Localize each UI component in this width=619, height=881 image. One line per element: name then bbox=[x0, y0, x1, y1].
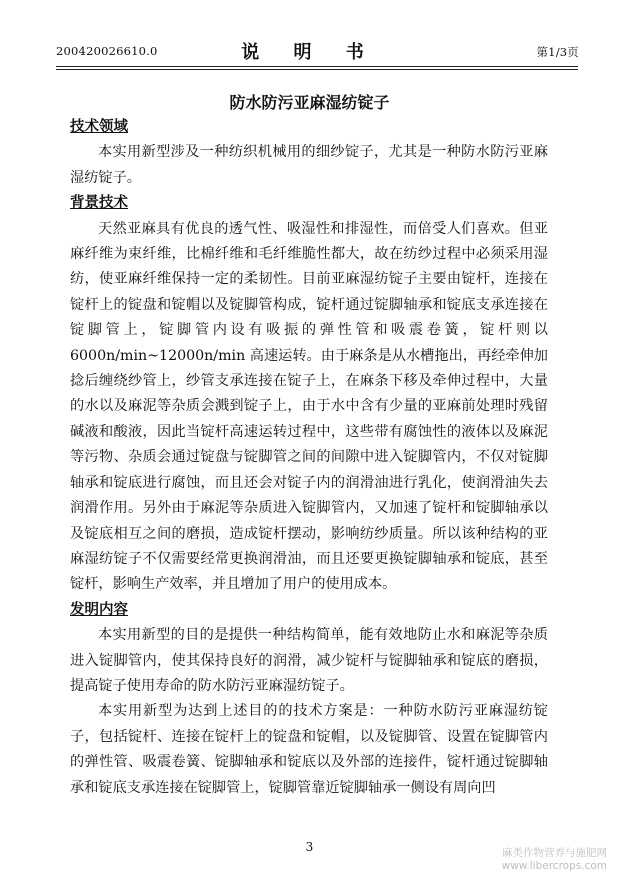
page-indicator: 第1/3页 bbox=[536, 45, 579, 59]
document-body bbox=[70, 115, 548, 801]
document-title: 防水防污亚麻湿纺锭子 bbox=[229, 93, 390, 112]
header-rule-thin bbox=[56, 66, 578, 67]
paragraph: 本实用新型为达到上述目的的技术方案是：一种防水防污亚麻湿纺锭子，包括锭杆、连接在锭杆上的锭盘和锭帽，以及锭脚管、设置在锭脚管内的弹性管、吸震卷簧、锭脚轴承和锭底以及外部的连接件，锭杆通过锭脚轴承和锭底支承连接在锭脚管上，锭脚管靠近锭脚轴承一侧设有周向凹 bbox=[70, 703, 548, 796]
paragraph: 天然亚麻具有优良的透气性、吸湿性和排湿性，而倍受人们喜欢。但亚麻纤维为束纤维，比棉纤维和毛纤维脆性都大，故在纺纱过程中必须采用湿纺，使亚麻纤维保持一定的柔韧性。目前亚麻湿纺锭子主要由锭杆，连接在锭杆上的锭盘和锭帽以及锭脚管构成，锭杆通过锭脚轴承和锭底支承连接在锭脚管上，锭脚管内设有吸振的弹性管和吸震卷簧，锭杆则以6000n/min~12000n/min 高速运转。由于麻条是从水槽拖出，再经牵伸加捻后缠绕纱管上，纱管支承连接在锭子上，在麻条下移及牵伸过程中，大量的水以及麻泥等杂质会溅到锭子上，由于水中含有少量的亚麻前处理时残留碱液和酸液，因此当锭杆高速运转过程中，这些带有腐蚀性的液体以及麻泥等污物、杂质会通过锭盘与锭脚管之间的间隙中进入锭脚管内，不仅对锭脚轴承和锭底进行腐蚀，而且还会对锭子内的润滑油进行乳化，使润滑油失去润滑作用。另外由于麻泥等杂质进入锭脚管内，又加速了锭杆和锭脚轴承以及锭底相互之间的磨损，造成锭杆摆动，影响纺纱质量。所以该种结构的亚麻湿纺锭子不仅需要经常更换润滑油，而且还要更换锭脚轴承和锭底，甚至锭杆，影响生产效率，并且增加了用户的使用成本。 bbox=[70, 220, 548, 593]
page-number: 3 bbox=[305, 840, 314, 854]
watermark-site-name: 麻类作物营养与施肥网 bbox=[502, 847, 607, 859]
paragraph: 本实用新型的目的是提供一种结构简单，能有效地防止水和麻泥等杂质进入锭脚管内，使其保持良好的润滑，减少锭杆与锭脚轴承和锭底的磨损，提高锭子使用寿命的防水防污亚麻湿纺锭子。 bbox=[70, 627, 548, 694]
header-rule-thick bbox=[56, 69, 578, 70]
watermark bbox=[502, 847, 607, 873]
document-type-heading: 说 明 书 bbox=[241, 42, 378, 63]
section-heading-background: 背景技术 bbox=[70, 195, 128, 212]
section-heading-technical-field: 技术领域 bbox=[70, 119, 128, 135]
watermark-url: www.libercrops.com bbox=[501, 860, 607, 872]
paragraph: 本实用新型涉及一种纺织机械用的细纱锭子，尤其是一种防水防污亚麻湿纺锭子。 bbox=[70, 144, 548, 186]
section-heading-invention-content: 发明内容 bbox=[70, 601, 128, 618]
document-number: 200420026610.0 bbox=[56, 44, 158, 58]
